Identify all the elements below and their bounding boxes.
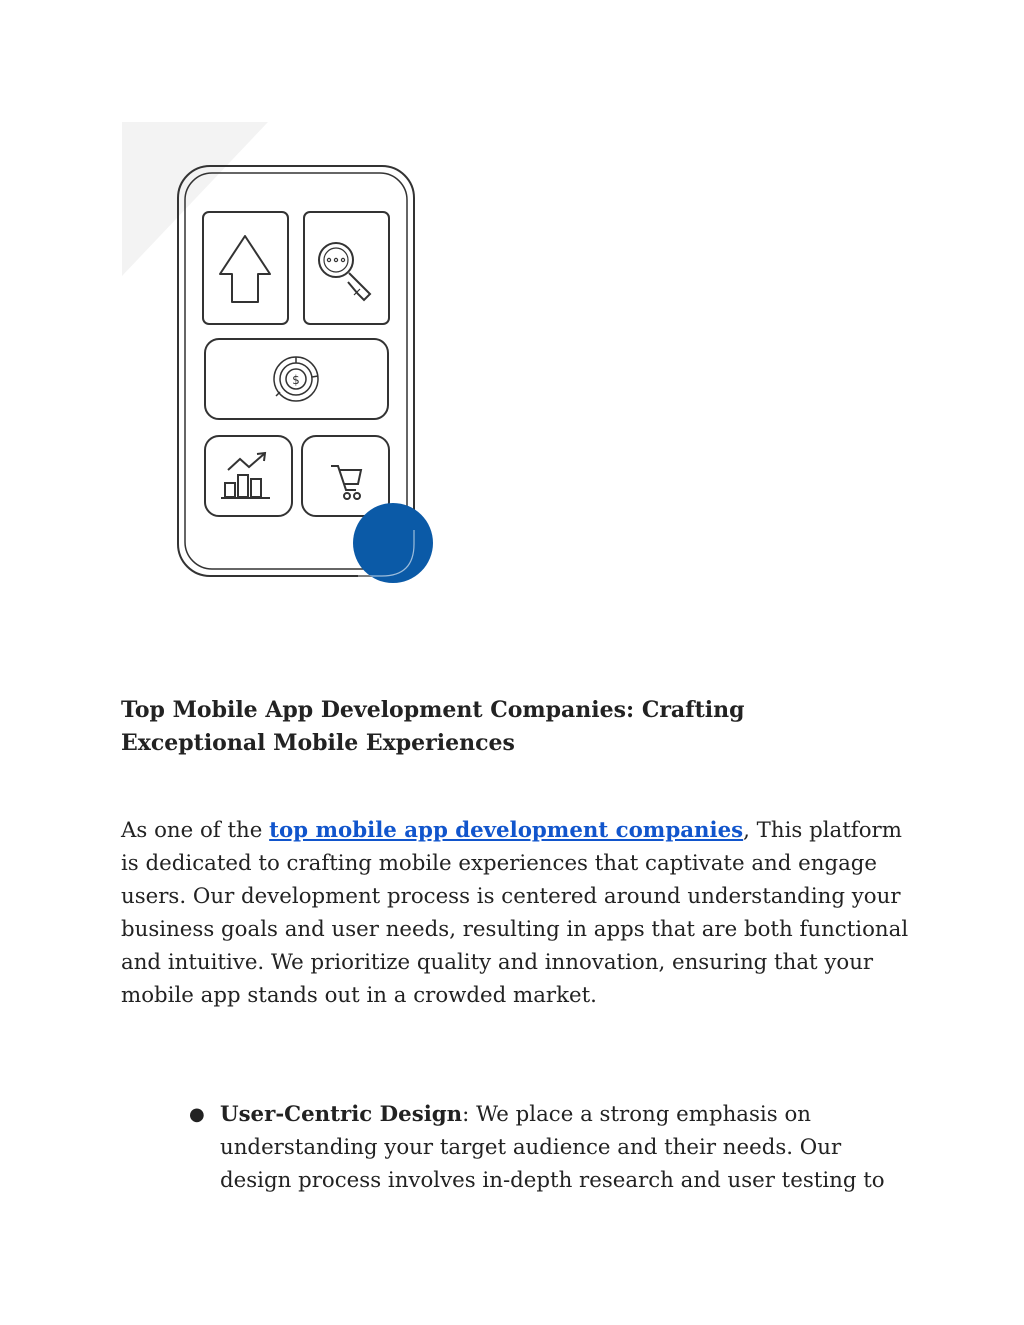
list-item [121, 1098, 911, 1197]
search-magnifier-icon [319, 243, 370, 300]
mobile-app-illustration [118, 118, 448, 593]
svg-text:$: $ [292, 373, 300, 387]
bullet-text: : We place a strong emphasis on understanding your target audience and their needs. Our design process involves in-depth research and user testing to [220, 1102, 885, 1193]
background-shape [122, 122, 268, 276]
arrow-up-icon [220, 236, 270, 302]
heading-line-2: Exceptional Mobile Experiences [121, 730, 515, 756]
companies-link[interactable]: top mobile app development companies [269, 818, 744, 843]
feature-list [121, 1098, 911, 1197]
heading-line-1: Top Mobile App Development Companies: Crafting [121, 697, 745, 723]
shopping-cart-icon [331, 466, 361, 499]
paragraph-lead-text: As one of the [121, 818, 270, 843]
growth-chart-icon [221, 453, 270, 498]
bullet-title: User-Centric Design [220, 1102, 463, 1127]
intro-paragraph [121, 814, 911, 1012]
paragraph-body-text: , This platform is dedicated to crafting mobile experiences that captivate and engage users. Our development process is centered around understanding your business goals and user needs, resulting in apps that are both functional and intuitive. We prioritize quality and innovation, ensuring that your mobile app stands out in a crowded market. [121, 818, 909, 1008]
dollar-coin-icon [274, 357, 318, 401]
tile-search [304, 212, 389, 324]
article-heading [121, 694, 901, 760]
tile-cart [302, 436, 389, 516]
tile-upload [203, 212, 288, 324]
accent-circle [353, 503, 433, 583]
bullet-icon: ● [189, 1104, 205, 1125]
